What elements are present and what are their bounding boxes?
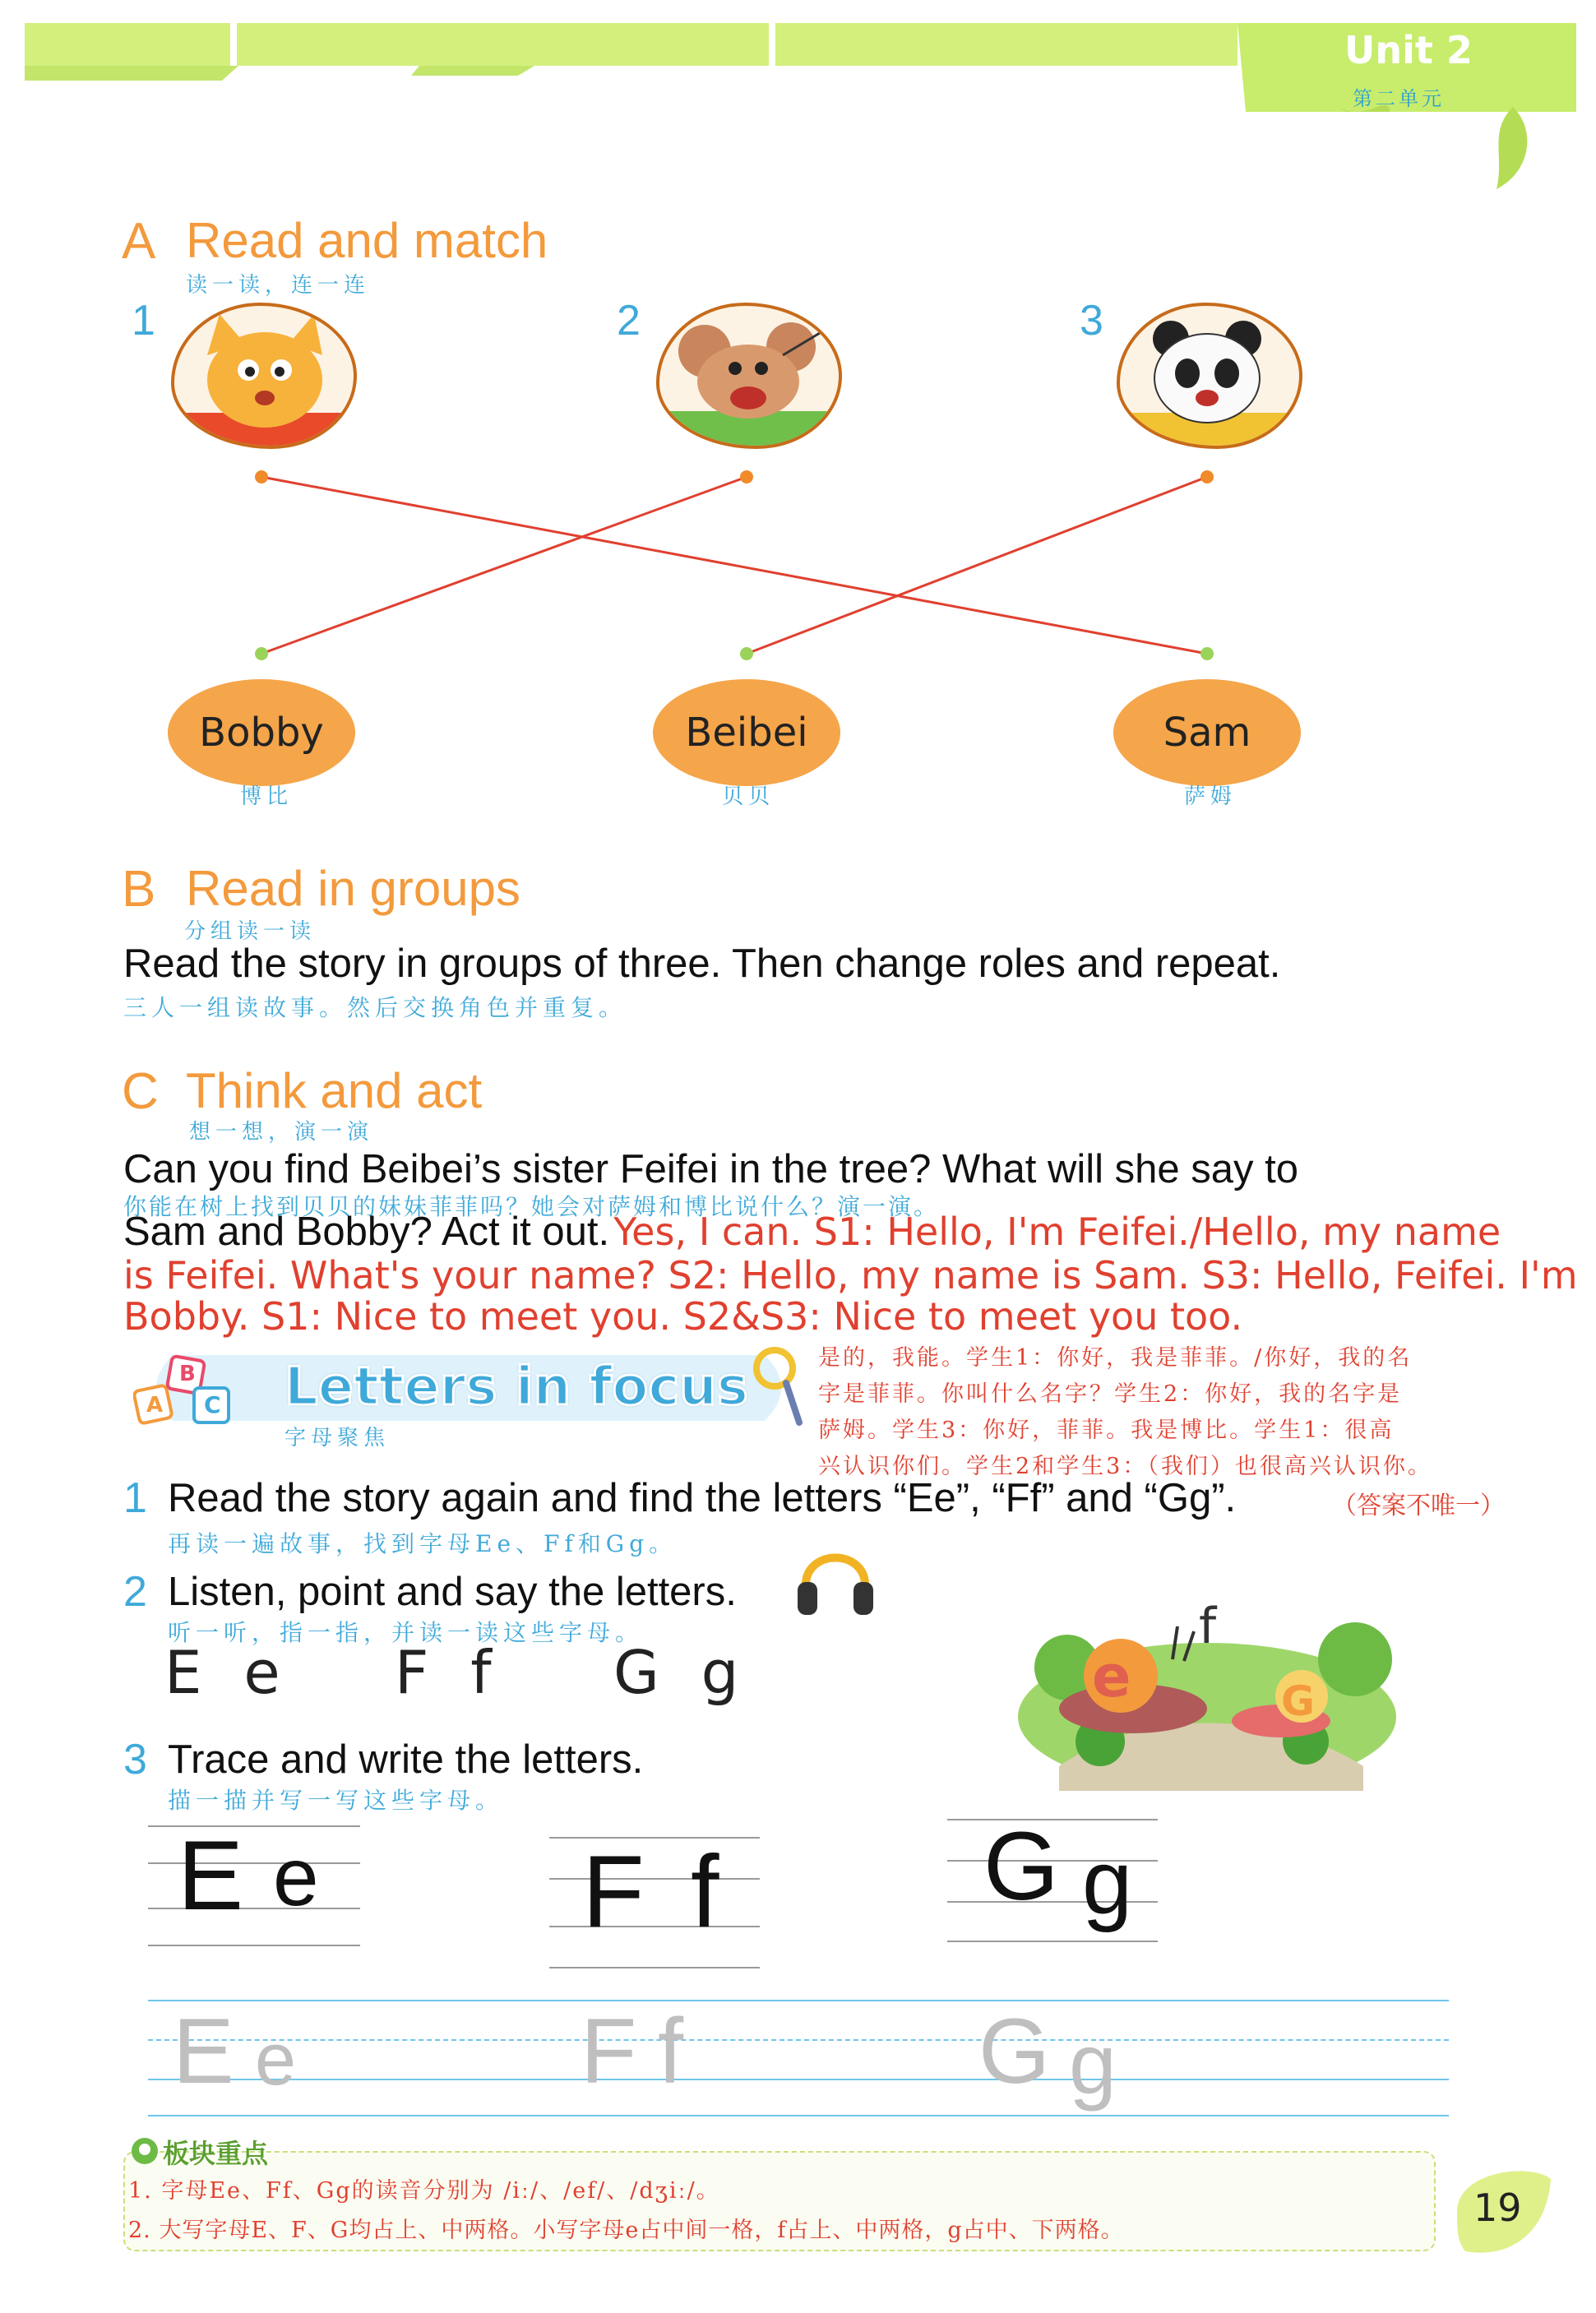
name-beibei-label: Beibei [685,710,808,756]
letters-focus-banner [123,1339,806,1437]
magnifier-icon [748,1340,806,1431]
focus-box-line2: 2. 大写字母E、F、G均占上、中两格。小写字母e占中间一格，f占上、中两格，g占中、下两格。 [128,2218,1124,2243]
model-ee [148,1820,360,1949]
task1-number: 1 [123,1474,147,1522]
practice-lines[interactable] [148,2000,1449,2115]
matching-lines [0,0,1596,740]
task2-cn: 听一听，指一指，并读一读这些字母。 [168,1619,644,1646]
model-lower-e: e [273,1831,319,1923]
unit-label: Unit 2 [1344,28,1473,72]
section-c-line2-black: Sam and Bobby? Act it out. [123,1210,610,1254]
model-upper-e: E [178,1820,244,1931]
practice-line-bottom [148,2115,1449,2116]
snail-illustration [1010,1577,1404,1791]
match-line-2-bobby [261,477,747,654]
section-c-title: Think and act [186,1063,483,1118]
svg-text:G: G [1281,1677,1316,1725]
section-c-line2 [123,1209,1501,1255]
task1-cn: 再读一遍故事，找到字母Ee、Ff和Gg。 [168,1530,678,1557]
section-b-text: Read the story in groups of three. Then change roles and repeat. [123,941,1281,986]
section-c-answer-line2: is Feifei. What's your name? S2: Hello, my name is Sam. S3: Hello, Feifei. I'm [123,1253,1578,1298]
trace-upper-e[interactable]: E [173,2000,234,2103]
dot-bottom-3[interactable] [1200,647,1214,660]
trace-lower-e[interactable]: e [255,2019,297,2101]
name-bobby-label: Bobby [199,710,324,756]
practice-line-top [148,2000,1449,2001]
page-number: 19 [1473,2186,1522,2230]
focus-box-line1: 1. 字母Ee、Ff、Gg的读音分别为 /iː/、/ef/、/dʒiː/。 [128,2178,720,2204]
banner-title-cn: 字母聚焦 [285,1426,391,1450]
section-c-line1-cn: 你能在树上找到贝贝的妹妹菲菲吗？她会对萨姆和博比说什么？演一演。 [123,1193,940,1220]
guide-line [549,1926,760,1927]
guide-line [549,1878,760,1880]
task3-number: 3 [123,1736,147,1783]
svg-text:f: f [1199,1598,1217,1655]
name-bobby-cn: 博比 [240,784,294,809]
answer-cn-block [818,1340,1558,1485]
abc-blocks-icon [133,1350,240,1432]
lightbulb-icon [130,2136,160,2166]
dot-bottom-1[interactable] [255,647,268,660]
section-b-letter: B [122,861,156,918]
headphones-icon[interactable] [794,1531,877,1621]
headphones-svg [794,1531,877,1621]
letters-ff: F f [395,1638,503,1707]
dot-top-2[interactable] [740,470,753,483]
unit-label-cn: 第二单元 [1353,87,1445,110]
section-a-subtitle: 读一读，连一连 [186,273,371,298]
name-bobby[interactable] [168,679,355,786]
name-sam-label: Sam [1163,710,1251,756]
item-number-3: 3 [1080,297,1103,345]
page-number-badge [1449,2163,1556,2260]
item-number-1: 1 [132,297,155,345]
dot-top-3[interactable] [1200,470,1214,483]
section-c-letter: C [122,1063,159,1120]
answer-cn-line: 是的，我能。学生1：你好，我是菲菲。/你好，我的名 [818,1345,1413,1371]
section-b-text-cn: 三人一组读故事。然后交换角色并重复。 [123,994,627,1021]
model-gg [947,1812,1158,1942]
trace-lower-f[interactable]: f [658,2000,684,2103]
section-c-answer-line3: Bobby. S1: Nice to meet you. S2&S3: Nice to meet you too. [123,1294,1243,1339]
section-b-subtitle: 分组读一读 [184,919,317,944]
trace-upper-f[interactable]: F [581,2000,637,2103]
task2-text: Listen, point and say the letters. [168,1570,737,1614]
answer-cn-line: 兴认识你们。学生2和学生3：（我们）也很高兴认识你。 [818,1454,1432,1479]
focus-box [123,2138,1436,2251]
dot-top-1[interactable] [255,470,268,483]
task1-text: Read the story again and find the letters “Ee”, “Ff” and “Gg”. [168,1476,1237,1520]
trace-lower-g[interactable]: g [1069,2017,1117,2112]
letters-gg: G g [613,1638,751,1707]
name-beibei[interactable] [653,679,840,786]
answer-cn-line: 字是菲菲。你叫什么名字？学生2：你好，我的名字是 [818,1381,1403,1407]
magnifier-svg [748,1340,806,1431]
guide-line [549,1837,760,1839]
svg-text:e: e [1092,1643,1131,1710]
practice-line-upper-mid [148,2039,1449,2041]
block-a: A [146,1393,164,1418]
block-c: C [204,1391,221,1418]
task3-cn: 描一描并写一写这些字母。 [168,1787,504,1814]
answer-cn-line: 萨姆。学生3：你好，菲菲。我是博比。学生1：很高 [818,1418,1395,1443]
match-lines-svg [0,0,1596,740]
match-line-1-sam [261,477,1207,654]
lightbulb-svg [130,2136,160,2166]
task1-note: （答案不唯一） [1332,1492,1505,1520]
name-beibei-cn: 贝贝 [722,784,775,809]
guide-line [549,1967,760,1968]
section-b-title: Read in groups [186,861,520,916]
snail-scene-svg [1010,1577,1404,1791]
section-a-letter: A [122,213,156,270]
letters-ee: E e [164,1638,292,1707]
banner-title: Letters in focus [285,1357,748,1418]
section-c-answer-line1: Yes, I can. S1: Hello, I'm Feifei./Hello, my name [613,1210,1501,1254]
item-number-2: 2 [617,297,641,345]
focus-box-title: 板块重点 [163,2138,269,2169]
trace-upper-g[interactable]: G [978,2000,1051,2103]
task3-text: Trace and write the letters. [168,1737,644,1782]
section-c-line1: Can you find Beibei’s sister Feifei in the tree? What will she say to [123,1147,1298,1191]
model-upper-g: G [983,1812,1059,1921]
model-lower-g: g [1082,1832,1133,1933]
guide-line [148,1945,360,1946]
model-ff [549,1837,760,1968]
block-b: B [179,1362,196,1386]
practice-line-base [148,2079,1449,2080]
name-sam[interactable] [1113,679,1301,786]
dot-bottom-2[interactable] [740,647,753,660]
section-a-title: Read and match [186,213,548,268]
match-line-3-beibei [747,477,1207,654]
section-c-subtitle: 想一想，演一演 [189,1120,374,1145]
guide-line [947,1941,1158,1942]
name-sam-cn: 萨姆 [1184,784,1237,809]
model-upper-f: F [582,1835,645,1949]
model-lower-f: f [691,1835,719,1949]
task2-number: 2 [123,1568,147,1616]
